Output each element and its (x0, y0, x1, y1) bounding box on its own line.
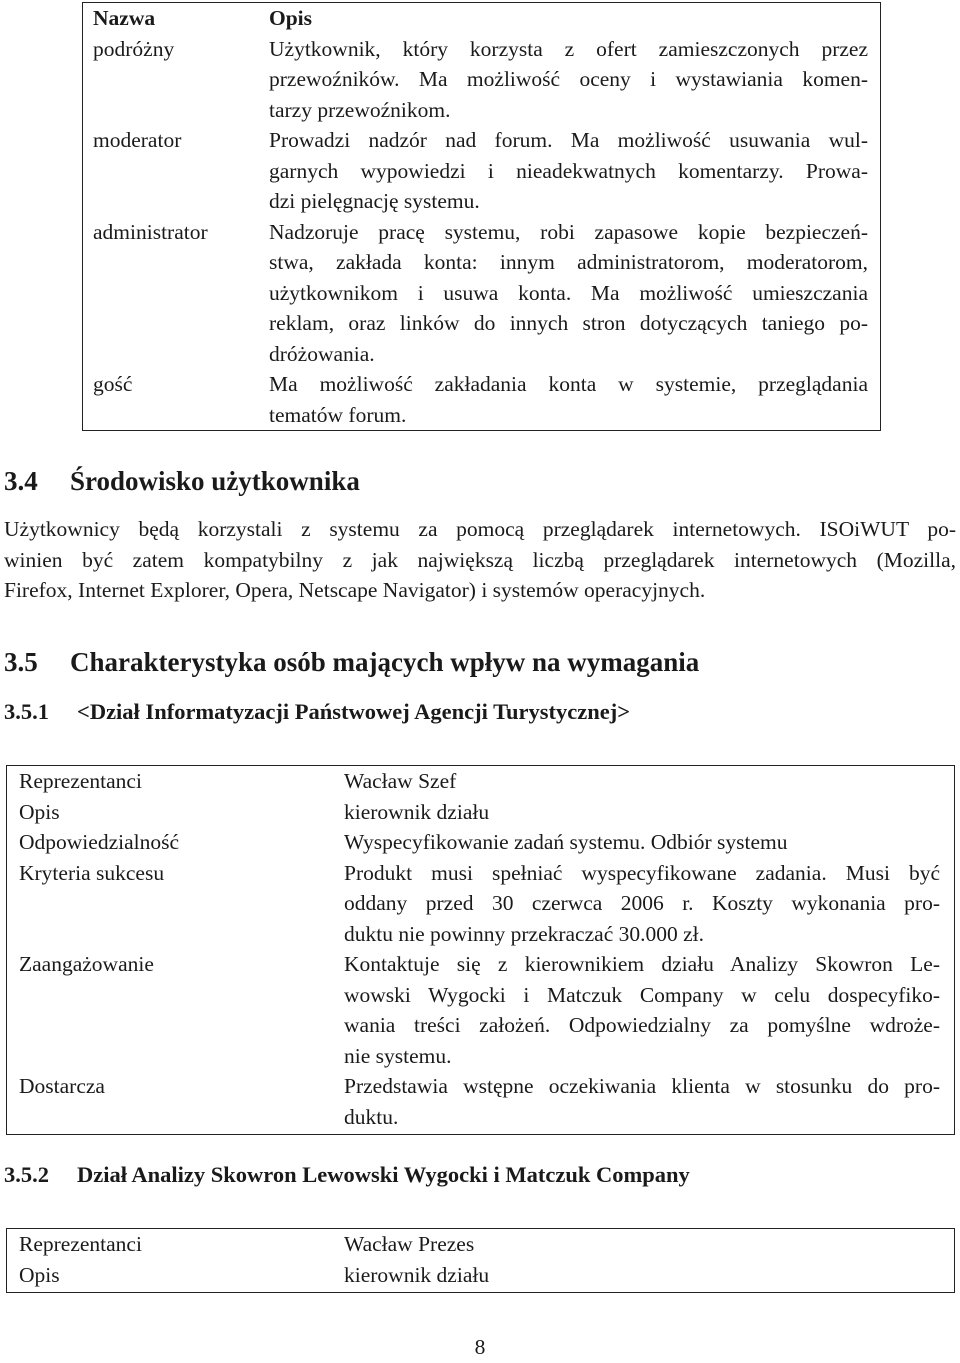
row-value: Wacław Szef (344, 769, 457, 793)
section-3-4-paragraph: Użytkownicy będą korzystali z systemu za pomocą przeglądarek internetowych. ISOiWUT po- winien być zatem kompatybilny z jak największą liczbą przeglądarek internetowych (Mozilla, Firefox, Internet Explorer, Opera, Netscape Navigator) i systemów operacyjnych. (4, 517, 956, 602)
section-heading-3-5 (4, 647, 699, 678)
table-row (7, 1229, 955, 1260)
subsection-title: Dział Analizy Skowron Lewowski Wygocki i Matczuk Company (77, 1162, 690, 1187)
page-number: 8 (474, 1335, 486, 1359)
row-label: Odpowiedzialność (19, 830, 180, 854)
table-row (83, 369, 881, 431)
role-name: podróżny (93, 36, 175, 61)
row-label: Opis (19, 1262, 60, 1287)
table-row (7, 1071, 955, 1135)
row-value: Wyspecyfikowanie zadań systemu. Odbiór systemu (344, 830, 788, 854)
role-name: administrator (93, 219, 208, 244)
subsection-title: <Dział Informatyzacji Państwowej Agencji Turystycznej> (77, 699, 631, 724)
role-description: Ma możliwość zakładania konta w systemie, przeglądania tematów forum. (269, 372, 868, 427)
row-value: kierownik działu (344, 799, 490, 824)
section-title: Charakterystyka osób mających wpływ na wymagania (70, 647, 700, 677)
roles-table-header (83, 3, 881, 34)
section-title: Środowisko użytkownika (70, 466, 360, 496)
column-header-name: Nazwa (93, 6, 156, 30)
row-label: Opis (19, 799, 60, 824)
stakeholder-table-2 (6, 1228, 955, 1293)
row-value: Produkt musi spełniać wyspecyfikowane zadania. Musi być oddany przed 30 czerwca 2006 r. Koszty wykonania pro- duktu nie powinny przekraczać 30.000 zł. (344, 860, 940, 946)
section-number: 3.5 (4, 647, 38, 677)
subsection-number: 3.5.2 (4, 1162, 49, 1187)
table-row (7, 949, 955, 1071)
table-row (7, 827, 955, 858)
row-label: Dostarcza (19, 1074, 105, 1098)
subsection-heading-3-5-2 (4, 1160, 690, 1191)
row-label: Reprezentanci (19, 1232, 142, 1256)
column-header-description: Opis (269, 6, 313, 30)
section-number: 3.4 (4, 466, 38, 496)
row-value: Wacław Prezes (344, 1232, 475, 1256)
subsection-number: 3.5.1 (4, 699, 49, 724)
role-name: gość (93, 372, 133, 396)
role-description: Użytkownik, który korzysta z ofert zamieszczonych przez przewoźników. Ma możliwość oceny i wystawiania komen- tarzy przewoźnikom. (269, 36, 868, 122)
table-row (83, 125, 881, 217)
row-label: Kryteria sukcesu (19, 860, 165, 885)
row-value: Przedstawia wstępne oczekiwania klienta w stosunku do pro- duktu. (344, 1074, 940, 1129)
row-label: Zaangażowanie (19, 952, 154, 976)
subsection-heading-3-5-1 (4, 697, 630, 728)
row-value: kierownik działu (344, 1262, 490, 1287)
table-row (7, 1260, 955, 1293)
row-label: Reprezentanci (19, 769, 142, 793)
role-description: Nadzoruje pracę systemu, robi zapasowe kopie bezpieczeń- stwa, zakłada konta: innym administratorom, moderatorom, użytkownikom i usuwa konta. Ma możliwość umieszczania reklam, oraz linków do innych stron dotyczących taniego po- dróżowania. (269, 219, 868, 366)
row-value: Kontaktuje się z kierownikiem działu Analizy Skowron Le- wowski Wygocki i Matczuk Company w celu dospecyfiko- wania treści założeń. Odpowiedzialny za pomyślne wdroże- nie systemu. (344, 952, 940, 1068)
role-description: Prowadzi nadzór nad forum. Ma możliwość usuwania wul- garnych wypowiedzi i nieadekwatnych komentarzy. Prowa- dzi pielęgnację systemu. (269, 128, 868, 213)
roles-table (82, 2, 881, 431)
table-row (83, 217, 881, 370)
table-row (83, 34, 881, 126)
table-row (7, 766, 955, 797)
role-name: moderator (93, 128, 182, 152)
table-row (7, 797, 955, 828)
table-row (7, 858, 955, 950)
section-heading-3-4 (4, 466, 360, 497)
stakeholder-table-1 (6, 765, 955, 1135)
